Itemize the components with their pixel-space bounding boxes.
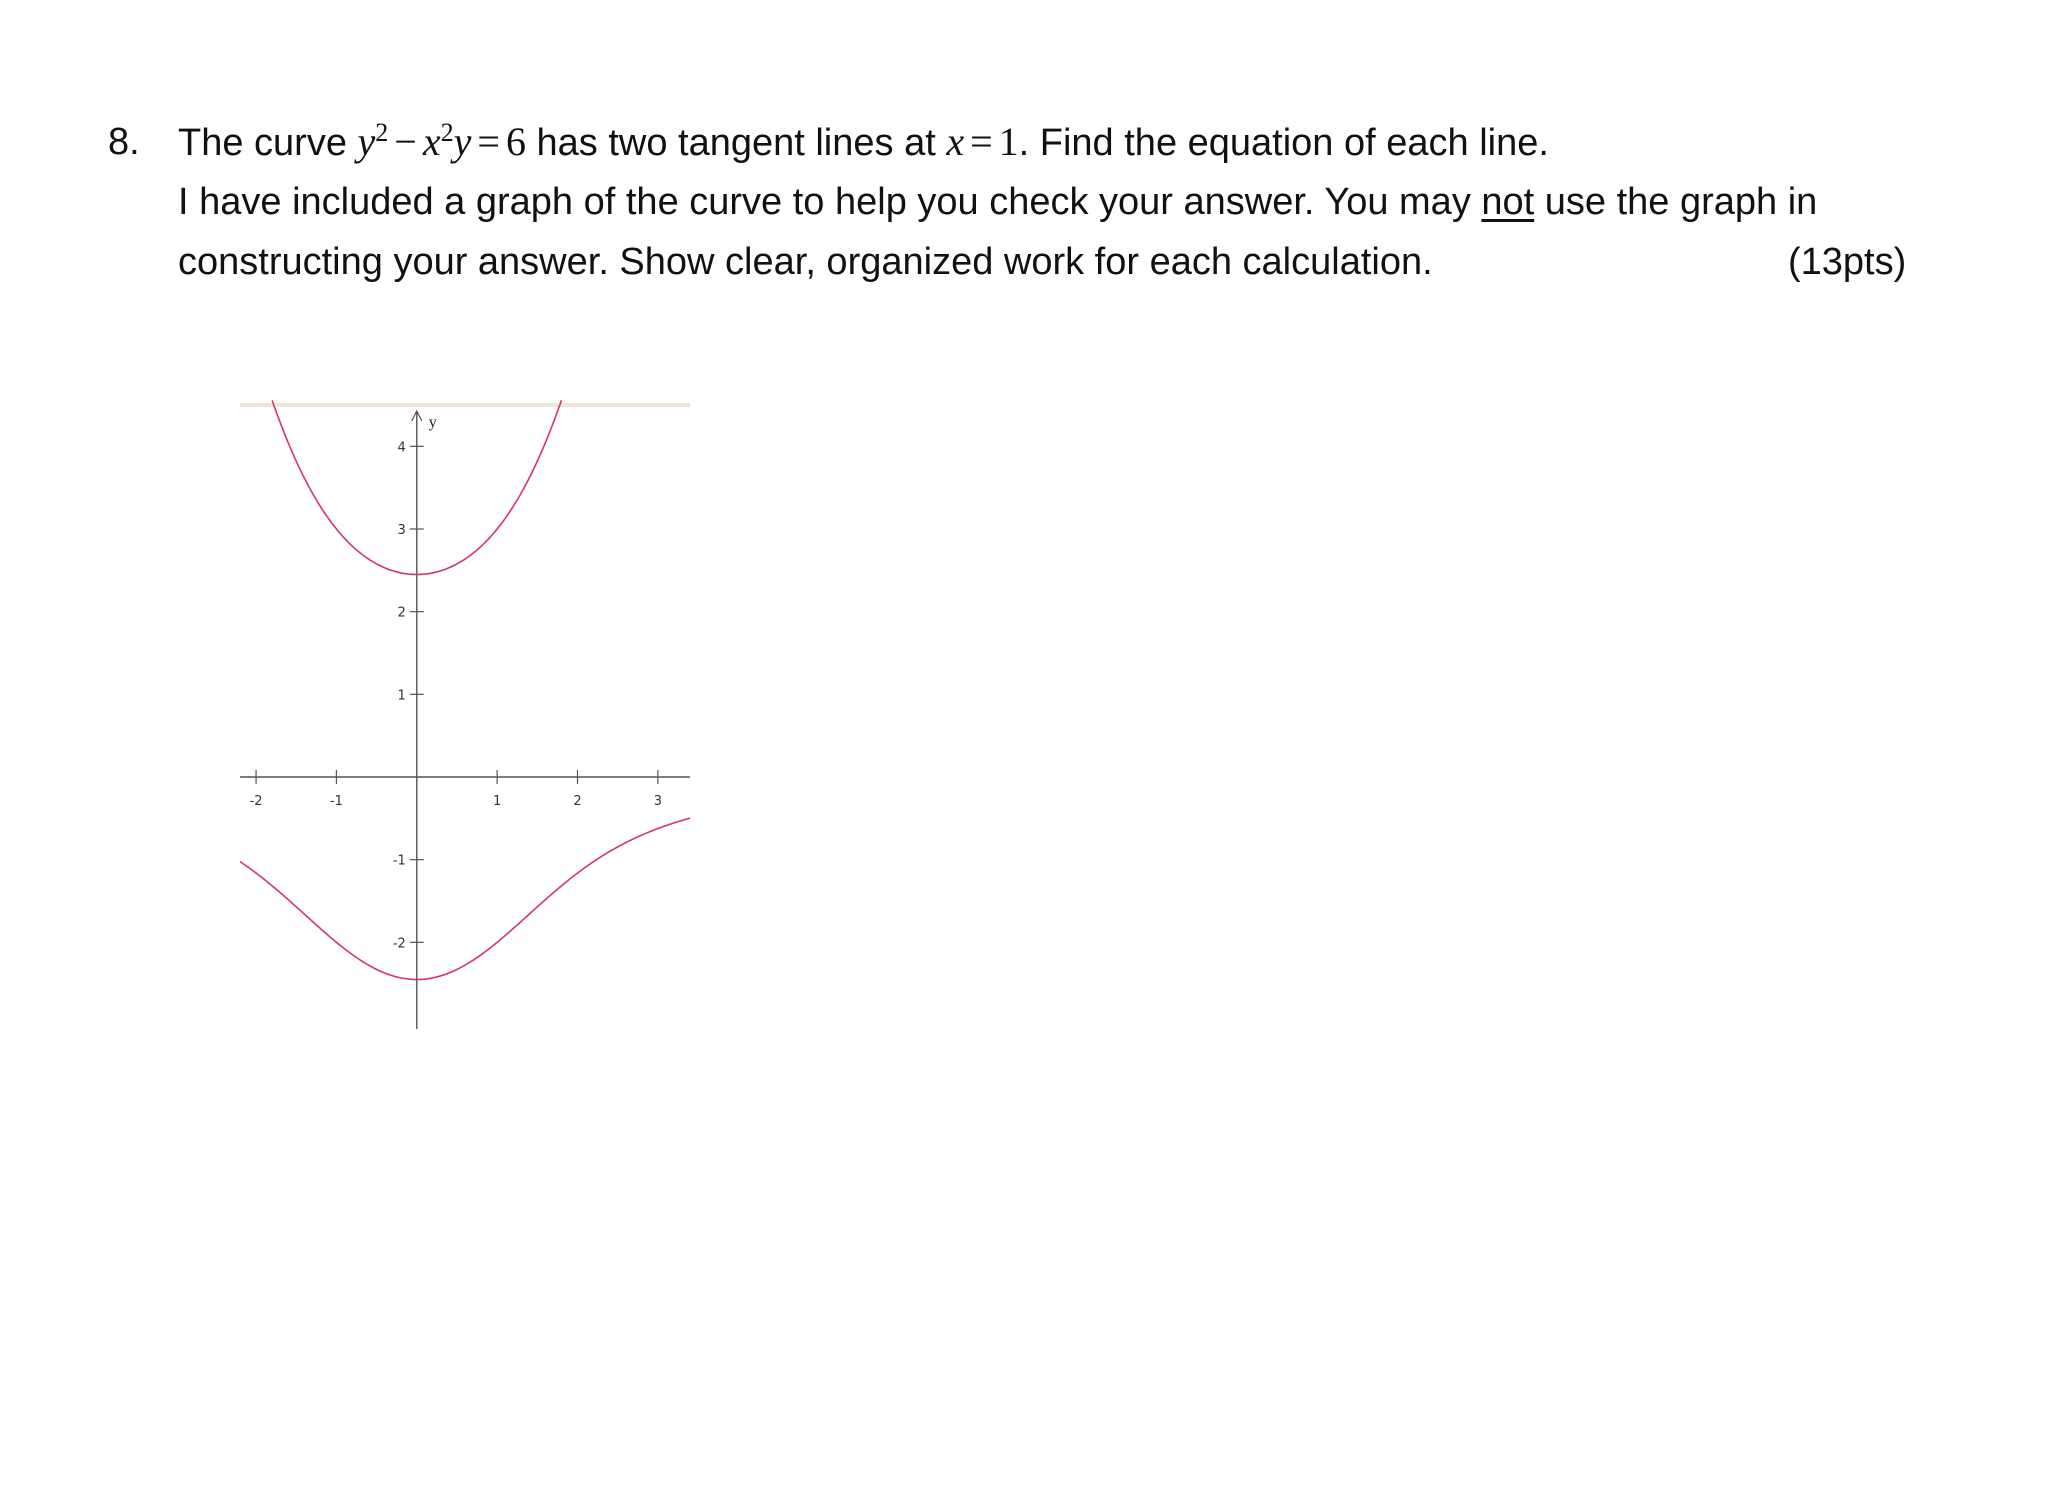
- exponent: 2: [375, 118, 389, 147]
- x-tick-label: -1: [329, 794, 343, 809]
- problem-statement: [178, 112, 1549, 173]
- y-tick-label: -2: [392, 936, 406, 952]
- x-tick-label: 3: [653, 794, 662, 809]
- y-tick-label: 3: [397, 523, 406, 538]
- instruction-part: I have included a graph of the curve to help you check your answer. You may: [178, 181, 1482, 223]
- exponent: 2: [440, 118, 454, 147]
- instruction-text: [178, 172, 1817, 232]
- x-tick-label: 2: [573, 794, 582, 809]
- statement-text: has two tangent lines at: [525, 122, 947, 164]
- constant: 1: [998, 119, 1019, 164]
- equals-sign: =: [970, 119, 993, 164]
- y-tick-label: -1: [392, 853, 406, 869]
- x-value: [946, 119, 1018, 164]
- minus-sign: −: [394, 119, 417, 164]
- constant: 6: [505, 119, 526, 164]
- var-y: y: [453, 119, 472, 164]
- problem-8: [108, 112, 1908, 292]
- y-tick-label: 2: [397, 605, 406, 621]
- var-x: x: [422, 119, 441, 164]
- points-value: (13pts): [1788, 241, 1907, 283]
- problem-line-1: [108, 112, 1908, 172]
- problem-line-2: [108, 172, 1908, 232]
- y-tick-label: 4: [397, 440, 406, 456]
- statement-text: . Find the equation of each line.: [1018, 122, 1549, 164]
- curve-graph: [240, 405, 690, 1025]
- underlined-not: not: [1481, 181, 1535, 223]
- graph-layer: [240, 400, 690, 1029]
- y-axis-label: y: [428, 414, 437, 431]
- var-y: y: [357, 119, 376, 164]
- question-number: 8.: [108, 121, 140, 163]
- x-tick-label: 1: [493, 794, 502, 809]
- equals-sign: =: [477, 119, 500, 164]
- curve-lower-branch: [240, 818, 690, 979]
- x-tick-label: -2: [249, 794, 263, 809]
- instruction-part: use the graph in: [1534, 181, 1818, 223]
- equation: [358, 119, 526, 164]
- problem-line-3: [108, 232, 1908, 292]
- y-tick-label: 1: [397, 688, 406, 704]
- instruction-text: constructing your answer. Show clear, organized work for each calculation.: [178, 241, 1433, 283]
- statement-text: The curve: [178, 122, 358, 164]
- var-x: x: [946, 119, 965, 164]
